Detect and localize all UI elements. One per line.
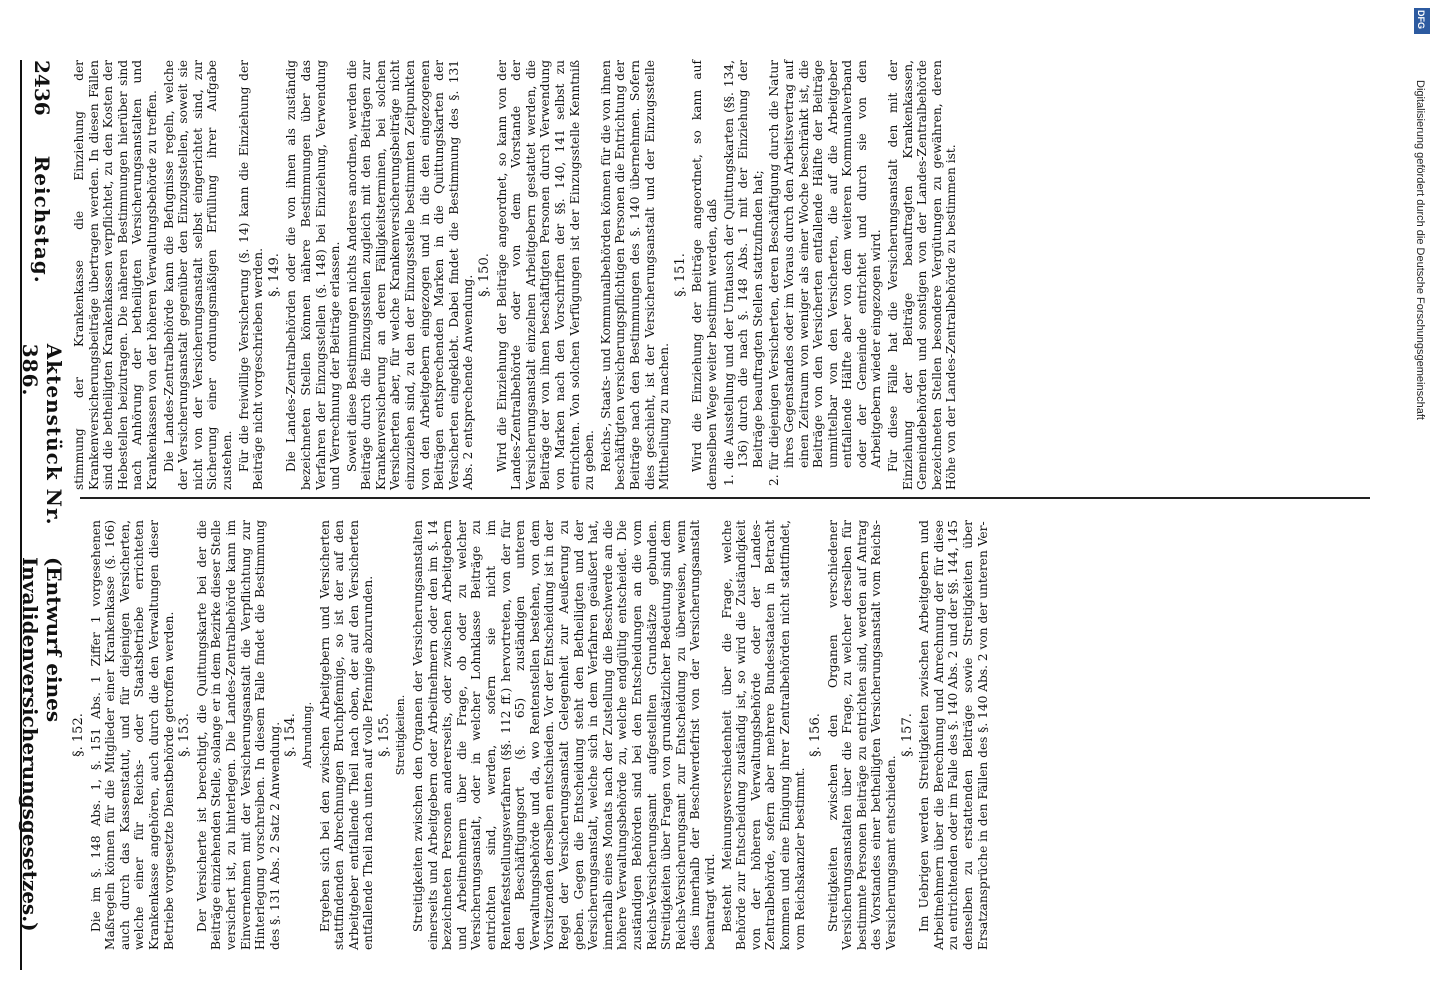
section-subheading: Abrundung. <box>300 701 314 769</box>
section-heading: §. 149. <box>266 253 282 297</box>
right-column <box>72 520 1390 950</box>
section-heading: §. 157. <box>899 713 915 757</box>
paragraph: Wird die Einziehung der Beiträge angeordnet, so kann auf demselben Wege weiter bestimmt werden, daß <box>690 60 719 490</box>
paragraph: Streitigkeiten zwischen den Organen verschiedener Versicherungsanstalten über die Frage, zu welcher derselben für bestimmte Personen Beiträge zu entrichten sind, werden auf Antrag des Vorstandes einer betheiligten Versicherungsanstalt vom Reichs-Versicherungsamt entschieden. <box>825 520 899 950</box>
section-heading: §. 155. <box>376 713 392 757</box>
section-heading: §. 153. <box>177 713 193 757</box>
section-heading: §. 154. <box>283 713 299 757</box>
dfg-logo: DFG <box>1414 8 1430 34</box>
paragraph: Für diese Fälle hat die Versicherungsanstalt den mit der Einziehung der Beiträge beauftragten Krankenkassen, Gemeindebehörden und sonstigen von der Landes-Zentralbehörde bezeichneten Stellen besondere Vergütungen zu gewähren, deren Höhe von der Landes-Zentralbehörde zu bestimmen ist. <box>886 60 959 490</box>
left-column <box>72 60 1390 490</box>
paragraph: Besteht Meinungsverschiedenheit über die Frage, welche Behörde zur Entscheidung zuständig ist, so wird die Zuständigkeit von der höheren Verwaltungsbehörde oder der Landes-Zentralbehörde, sofern aber mehrere Bundesstaaten in Betracht kommen und eine Einigung ihrer Zentralbehörden nicht stattfindet, vom Reichskanzler bestimmt. <box>719 520 807 950</box>
paragraph: Die im §. 148 Abs. 1, §. 151 Abs. 1 Ziffer 1 vorgesehenen Maßregeln können für die Mitglieder einer Krankenkasse (§. 166) auch durch das Kassenstatut, und für diejenigen Versicherten, welche einer für Reichs- oder Staatsbetriebe errichteten Krankenkasse angehören, auch durch die den Verwaltungen dieser Betriebe vorgesetzte Dienstbehörde getroffen werden. <box>88 520 176 950</box>
dfg-credit-strip <box>1414 0 1430 1000</box>
running-title: Reichstag. <box>30 155 54 284</box>
paragraph: Der Versicherte ist berechtigt, die Quittungskarte bei der die Beiträge einziehenden Stelle, solange er in dem Bezirke dieser Stelle versichert ist, zu hinterlegen. Die Landes-Zentralbehörde kann im Einvernehmen mit der Versicherungsanstalt die Verpflichtung zur Hinterlegung vorschreiben. In diesem Falle findet die Bestimmung des §. 131 Abs. 2 Satz 2 Anwendung. <box>194 520 282 950</box>
paragraph: Wird die Einziehung der Beiträge angeordnet, so kann von der Landes-Zentralbehörde oder von dem Vorstande der Versicherungsanstalt einzelnen Arbeitgebern gestattet werden, die Beiträge der von ihnen beschäftigten Personen durch Verwendung von Marken nach den Vorschriften der §§. 140, 141 selbst zu entrichten. Von solchen Verfügungen ist der Einzugsstelle Kenntniß zu geben. <box>494 60 597 490</box>
section-heading: §. 152. <box>71 713 86 757</box>
paragraph: Für die freiwillige Versicherung (§. 14) kann die Einziehung der Beiträge nicht vorgeschrieben werden. <box>236 60 266 490</box>
paragraph: Streitigkeiten zwischen den Organen der Versicherungsanstalten einerseits und Arbeitgebern oder Arbeitnehmern oder den im §. 14 bezeichneten Personen andererseits, oder zwischen Arbeitgebern und Arbeitnehmern über die Frage, ob oder zu welcher Versicherungsanstalt, oder in welcher Lohnklasse Beiträge zu entrichten sind, werden, sofern sie nicht im Rentenfeststellungsverfahren (§§. 112 ff.) hervortreten, von der für den Beschäftigungsort (§. 65) zuständigen unteren Verwaltungsbehörde und da, wo Rentenstellen bestehen, von dem Vorsitzenden derselben entschieden. Vor der Entscheidung ist in der Regel der Versicherungsanstalt Gelegenheit zur Aeußerung zu geben. Gegen die Entscheidung steht den Betheiligten und der Versicherungsanstalt, welche sich in dem Verfahren geäußert hat, innerhalb eines Monats nach der Zustellung die Beschwerde an die höhere Verwaltungsbehörde zu, welche endgültig entscheidet. Die zuständigen Behörden sind bei den Entscheidungen an die vom Reichs-Versicherungsamt aufgestellten Grundsätze gebunden. Streitigkeiten über Fragen von grundsätzlicher Bedeutung sind dem Reichs-Versicherungsamt zur Entscheidung zu überweisen, wenn dies innerhalb der Beschwerdefrist von der Versicherungsanstalt beantragt wird. <box>411 520 717 950</box>
page-number: 2436 <box>30 60 54 116</box>
section-heading: §. 150. <box>477 253 493 297</box>
paragraph: Die Landes-Zentralbehörden oder die von ihnen als zuständig bezeichneten Stellen können nähere Bestimmungen über das Verfahren der Einzugsstellen (§. 148) bei Einziehung, Verwendung und Verrechnung der Beiträge erlassen. <box>284 60 343 490</box>
document-number: Aktenstück Nr. 386. <box>18 343 66 526</box>
section-heading: §. 151. <box>672 253 688 297</box>
paragraph: Die Landes-Zentralbehörde kann die Befugnisse regeln, welche der Versicherungsanstalt gegenüber den Einzugsstellen, soweit sie nicht von der Versicherungsanstalt selbst eingerichtet sind, zur Sicherung einer ordnungsmäßigen Erfüllung ihrer Aufgabe zustehen. <box>161 60 234 490</box>
list-item: 2. für diejenigen Versicherten, deren Beschäftigung durch die Natur ihres Gegenstandes oder im Voraus durch den Arbeitsvertrag auf einen Zeitraum von weniger als einer Woche beschränkt ist, die Beiträge von den Versicherten entfallende Hälfte der Beiträge unmittelbar von den Versicherten, die auf die Arbeitgeber entfallende Hälfte aber von dem weiteren Kommunalverband oder der Gemeinde entrichtet und durch sie von den Arbeitgebern wieder eingezogen wird. <box>767 60 884 486</box>
section-heading: §. 156. <box>808 713 824 757</box>
column-divider <box>80 497 1370 499</box>
document-subtitle: (Entwurf eines Invalidenversicherungsgesetzes.) <box>18 556 66 932</box>
paragraph: Soweit diese Bestimmungen nichts Anderes anordnen, werden die Beiträge durch die Einzugsstellen zugleich mit den Beiträgen zur Krankenversicherung an deren Fälligkeitsterminen, bei solchen Versicherten aber, für welche Krankenversicherungsbeiträge nicht einzuziehen sind, zu den der Einzugsstelle bestimmten Zeitpunkten von den Arbeitgebern eingezogen und in die den eingezogenen Beiträgen entsprechenden Marken in die Quittungskarten der Versicherten eingeklebt. Dabei findet die Bestimmung des §. 131 Abs. 2 entsprechende Anwendung. <box>344 60 476 490</box>
section-subheading: Streitigkeiten. <box>394 694 408 776</box>
dfg-credit-text: Digitalisierung gefördert durch die Deutsche Forschungsgemeinschaft <box>1414 80 1426 420</box>
list-item: 1. die Ausstellung und der Umtausch der Quittungskarten (§§. 134, 136) durch die nach §. 148 Abs. 1 mit der Einziehung der Beiträge beauftragten Stellen stattzufinden hat; <box>721 60 765 486</box>
paragraph: Im Uebrigen werden Streitigkeiten zwischen Arbeitgebern und Arbeitnehmern über die Berechnung und Anrechnung der für diese zu entrichtenden oder im Falle des §. 140 Abs. 2 und der §§. 144, 145 denselben zu erstattenden Beiträge sowie Streitigkeiten über Ersatzansprüche in den Fällen des §. 140 Abs. 2 von der unteren Ver- <box>917 520 990 950</box>
page-header <box>18 60 66 970</box>
paragraph: Ergeben sich bei den zwischen Arbeitgebern und Versicherten stattfindenden Abrechnungen Bruchpfennige, so ist der auf den Arbeitgeber entfallende Theil nach oben, der auf den Versicherten entfallende Theil nach unten auf volle Pfennige abzurunden. <box>317 520 376 950</box>
paragraph: stimmung der Krankenkasse die Einziehung der Krankenversicherungsbeiträge übertragen werden. In diesen Fällen sind die betheiligten Krankenkassen verpflichtet, zu den Kosten der Hebestellen beizutragen. Die näheren Bestimmungen hierüber sind nach Anhörung der betheiligten Versicherungsanstalten und Krankenkassen von der höheren Verwaltungsbehörde zu treffen. <box>72 60 159 490</box>
paragraph: Reichs-, Staats- und Kommunalbehörden können für die von ihnen beschäftigten versicherungspflichtigen Personen die Entrichtung der Beiträge nach den Bestimmungen des §. 140 übernehmen. Sofern dies geschieht, ist der Versicherungsanstalt und der Einzugsstelle Mittheilung zu machen. <box>598 60 672 490</box>
